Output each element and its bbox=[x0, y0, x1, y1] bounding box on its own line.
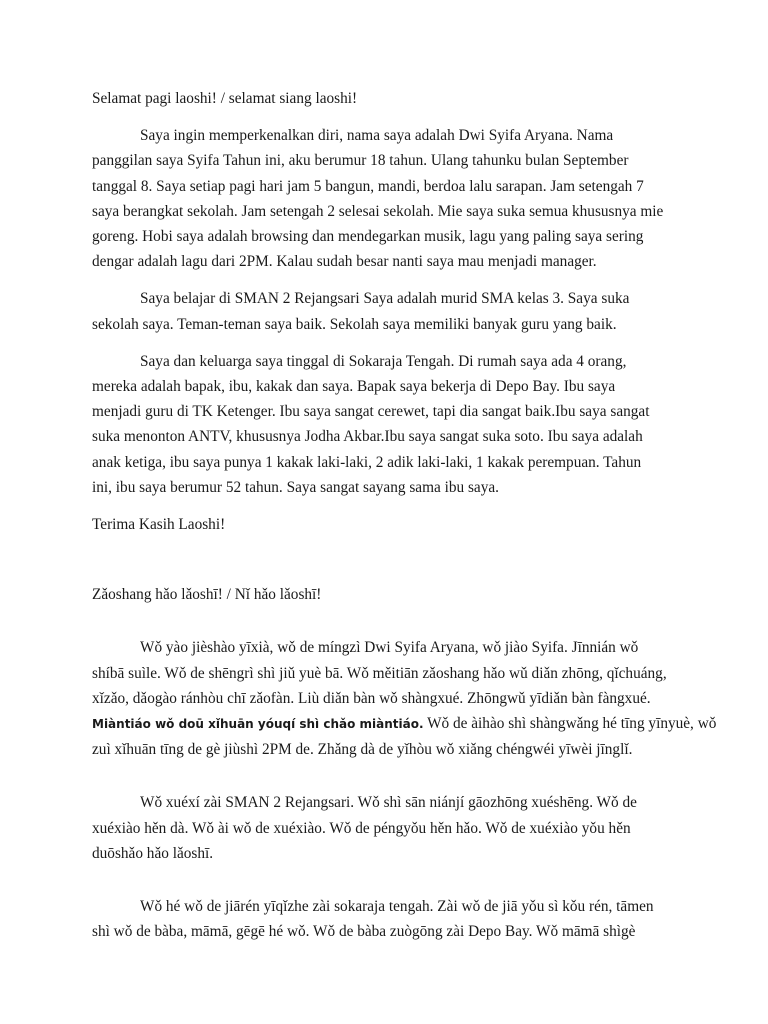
pinyin-paragraph-2 bbox=[92, 790, 676, 866]
text-line: panggilan saya Syifa Tahun ini, aku berumur 18 tahun. Ulang tahunku bulan September bbox=[92, 152, 629, 170]
text-line: Wǒ hé wǒ de jiārén yīqǐzhe zài sokaraja tengah. Zài wǒ de jiā yǒu sì kǒu rén, tāmen bbox=[140, 898, 654, 916]
bold-phrase: Miàntiáo wǒ doū xǐhuān yóuqí shì chǎo miàntiáo. bbox=[92, 717, 424, 732]
text-line: Wǒ xuéxí zài SMAN 2 Rejangsari. Wǒ shì sān niánjí gāozhōng xuéshēng. Wǒ de bbox=[140, 794, 637, 812]
greeting-line: Selamat pagi laoshi! / selamat siang laoshi! bbox=[92, 90, 358, 107]
text-line: menjadi guru di TK Ketenger. Ibu saya sangat cerewet, tapi dia sangat baik.Ibu saya sangat bbox=[92, 403, 650, 421]
text-line: xuéxiào hěn dà. Wǒ ài wǒ de xuéxiào. Wǒ de péngyǒu hěn hǎo. Wǒ de xuéxiào yǒu hěn bbox=[92, 819, 631, 837]
text-line: saya berangkat sekolah. Jam setengah 2 selesai sekolah. Mie saya suka semua khususnya mie bbox=[92, 202, 664, 220]
text-line bbox=[92, 711, 717, 737]
indonesian-paragraph-3 bbox=[92, 349, 676, 500]
text-line: Wǒ yào jièshào yīxià, wǒ de míngzì Dwi Syifa Aryana, wǒ jiào Syifa. Jīnnián wǒ bbox=[140, 639, 639, 657]
text-line: suka menonton ANTV, khususnya Jodha Akbar.Ibu saya sangat suka soto. Ibu saya adalah bbox=[92, 428, 643, 446]
pinyin-paragraph-1 bbox=[92, 635, 717, 762]
text-line: Saya ingin memperkenalkan diri, nama saya adalah Dwi Syifa Aryana. Nama bbox=[140, 127, 614, 145]
closing-line: Terima Kasih Laoshi! bbox=[92, 516, 226, 534]
indonesian-paragraph-2 bbox=[92, 286, 676, 336]
text-line: mereka adalah bapak, ibu, kakak dan saya. Bapak saya bekerja di Depo Bay. Ibu saya bbox=[92, 378, 616, 396]
text-line: shíbā suìle. Wǒ de shēngrì shì jiǔ yuè bā. Wǒ měitiān zǎoshang hǎo wǔ diǎn zhōng, qǐchuáng, bbox=[92, 664, 667, 682]
text-line: xǐzǎo, dǎogào ránhòu chī zǎofàn. Liù diǎn bàn wǒ shàngxué. Zhōngwǔ yīdiǎn bàn fàngxué. bbox=[92, 689, 651, 707]
text-line: shì wǒ de bàba, māmā, gēgē hé wǒ. Wǒ de bàba zuògōng zài Depo Bay. Wǒ māmā shìgè bbox=[92, 923, 636, 941]
text-line: ini, ibu saya berumur 52 tahun. Saya sangat sayang sama ibu saya. bbox=[92, 478, 499, 496]
text-line: dengar adalah lagu dari 2PM. Kalau sudah besar nanti saya mau menjadi manager. bbox=[92, 253, 597, 271]
pinyin-paragraph-3 bbox=[92, 894, 676, 944]
text-line: Saya dan keluarga saya tinggal di Sokaraja Tengah. Di rumah saya ada 4 orang, bbox=[140, 352, 627, 370]
text-line: goreng. Hobi saya adalah browsing dan mendegarkan musik, lagu yang paling saya sering bbox=[92, 228, 644, 246]
pinyin-greeting bbox=[92, 582, 676, 607]
greeting-line: Zǎoshang hǎo lǎoshī! / Nǐ hǎo lǎoshī! bbox=[92, 586, 322, 604]
text-line: tanggal 8. Saya setiap pagi hari jam 5 bangun, mandi, berdoa lalu sarapan. Jam setengah 7 bbox=[92, 177, 644, 195]
text-line: zuì xǐhuān tīng de gè jiùshì 2PM de. Zhǎng dà de yǐhòu wǒ xiǎng chéngwéi yīwèi jīnglǐ. bbox=[92, 741, 633, 759]
indonesian-paragraph-1 bbox=[92, 123, 676, 274]
line-remainder: Wǒ de àihào shì shàngwǎng hé tīng yīnyuè, wǒ bbox=[423, 715, 717, 733]
indonesian-greeting bbox=[92, 86, 676, 111]
text-line: Saya belajar di SMAN 2 Rejangsari Saya adalah murid SMA kelas 3. Saya suka bbox=[140, 290, 630, 308]
text-line: anak ketiga, ibu saya punya 1 kakak laki-laki, 2 adik laki-laki, 1 kakak perempuan. Tahun bbox=[92, 453, 642, 471]
indonesian-closing bbox=[92, 512, 676, 537]
text-line: duōshǎo hǎo lǎoshī. bbox=[92, 844, 214, 862]
text-line: sekolah saya. Teman-teman saya baik. Sekolah saya memiliki banyak guru yang baik. bbox=[92, 315, 617, 333]
